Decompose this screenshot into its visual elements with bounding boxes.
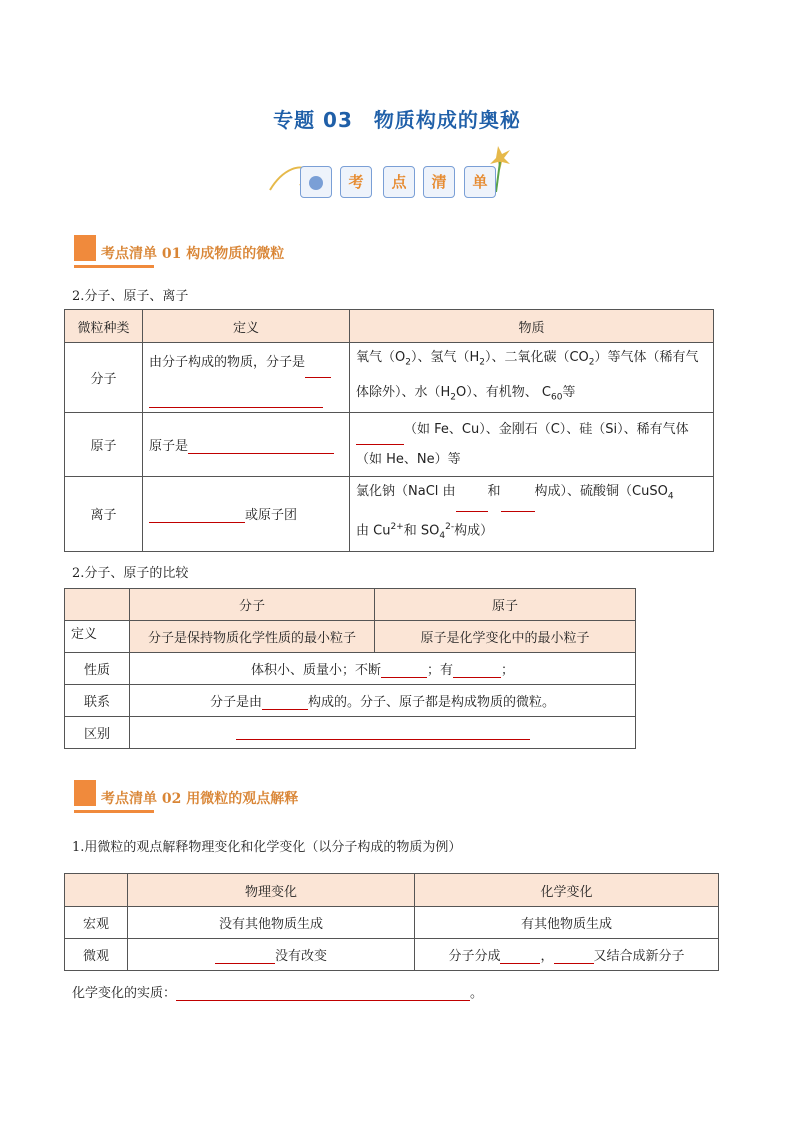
- page-title: 专题 03 物质构成的奥秘: [273, 108, 521, 132]
- matter-cell: （如 Fe、Cu）、金刚石（C）、硅（Si）、稀有气体（如 He、Ne）等: [350, 413, 714, 477]
- particles-table: [64, 309, 714, 552]
- change-table: [64, 873, 719, 971]
- section-label: 考点清单: [101, 246, 157, 262]
- row-name: 联系: [65, 685, 130, 717]
- table-header: 微粒种类: [65, 310, 143, 343]
- section-underline: [74, 265, 154, 268]
- atom-definition: 原子是化学变化中的最小粒子: [375, 621, 636, 653]
- table-header: 分子: [130, 589, 375, 621]
- matter-cell: 氯化钠（NaCl 由 和 构成）、硫酸铜（CuSO$_4$ 由 $Cu^{2+}$和 $SO_4^{2-}$构成）: [350, 477, 714, 552]
- fill-blank: [456, 497, 488, 512]
- section-name: 用微粒的观点解释: [186, 791, 299, 807]
- chemical-cell: 分子分成 ， 又结合成新分子: [415, 939, 719, 971]
- section-name: 构成物质的微粒: [186, 246, 285, 262]
- row-name: 离子: [65, 477, 143, 552]
- question-label: 1.用微粒的观点解释物理变化和化学变化（以分子构成的物质为例）: [72, 840, 462, 855]
- comparison-table: [64, 588, 636, 749]
- banner-circle-icon: [300, 166, 332, 198]
- table-header: [65, 874, 128, 907]
- table-header: [65, 589, 130, 621]
- table-header: 定义: [143, 310, 350, 343]
- fill-blank: [500, 949, 540, 964]
- molecule-definition: 分子是保持物质化学性质的最小粒子: [130, 621, 375, 653]
- fill-blank: [262, 695, 308, 710]
- row-name: 定义: [65, 621, 130, 653]
- fill-blank: [149, 508, 245, 523]
- section-underline: [74, 810, 154, 813]
- section-marker: [74, 780, 96, 806]
- question-label: 2.分子、原子、离子: [72, 289, 189, 304]
- table-header: 物质: [350, 310, 714, 343]
- row-name: 区别: [65, 717, 130, 749]
- fill-blank: [501, 497, 535, 512]
- matter-cell: 氧气$(O_2)$、氢气$(H_2)$、二氧化碳$(CO_2)$等气体（稀有气体除外）、水$(H_2O)$、有机物、 $C_{60}$等: [350, 343, 714, 413]
- physical-cell: 没有改变: [128, 939, 415, 971]
- question-label: 2.分子、原子的比较: [72, 566, 189, 581]
- fill-blank: [236, 725, 530, 740]
- banner-char: 清: [423, 166, 455, 198]
- relation-cell: 分子是由 构成的。分子、原子都是构成物质的微粒。: [130, 685, 636, 717]
- banner-char: 单: [464, 166, 496, 198]
- fill-blank: [215, 949, 275, 964]
- fill-blank: [305, 363, 331, 378]
- property-cell: 体积小、质量小；不断 ；有 ；: [130, 653, 636, 685]
- physical-cell: 没有其他物质生成: [128, 907, 415, 939]
- difference-cell: [130, 717, 636, 749]
- definition-cell: 原子是: [143, 413, 350, 477]
- table-header: 化学变化: [415, 874, 719, 907]
- fill-blank: [176, 986, 470, 1001]
- section-number: 02: [161, 791, 182, 807]
- banner-char: 点: [383, 166, 415, 198]
- section-label: 考点清单: [101, 791, 157, 807]
- table-header: 原子: [375, 589, 636, 621]
- row-name: 原子: [65, 413, 143, 477]
- chemical-cell: 有其他物质生成: [415, 907, 719, 939]
- row-name: 宏观: [65, 907, 128, 939]
- section-heading: [74, 780, 394, 814]
- section-number: 01: [161, 246, 182, 262]
- fill-blank: [554, 949, 594, 964]
- fill-blank: [453, 663, 501, 678]
- row-name: 微观: [65, 939, 128, 971]
- banner-char: 考: [340, 166, 372, 198]
- definition-cell: 或原子团: [143, 477, 350, 552]
- table-header: 物理变化: [128, 874, 415, 907]
- fill-blank: [149, 393, 323, 408]
- section-heading: [74, 235, 394, 269]
- fill-blank: [188, 439, 334, 454]
- row-name: 分子: [65, 343, 143, 413]
- section-marker: [74, 235, 96, 261]
- essence-line: 化学变化的实质： 。: [72, 986, 484, 1001]
- definition-cell: 由分子构成的物质，分子是: [143, 343, 350, 413]
- fill-blank: [381, 663, 427, 678]
- fill-blank: [356, 430, 404, 445]
- row-name: 性质: [65, 653, 130, 685]
